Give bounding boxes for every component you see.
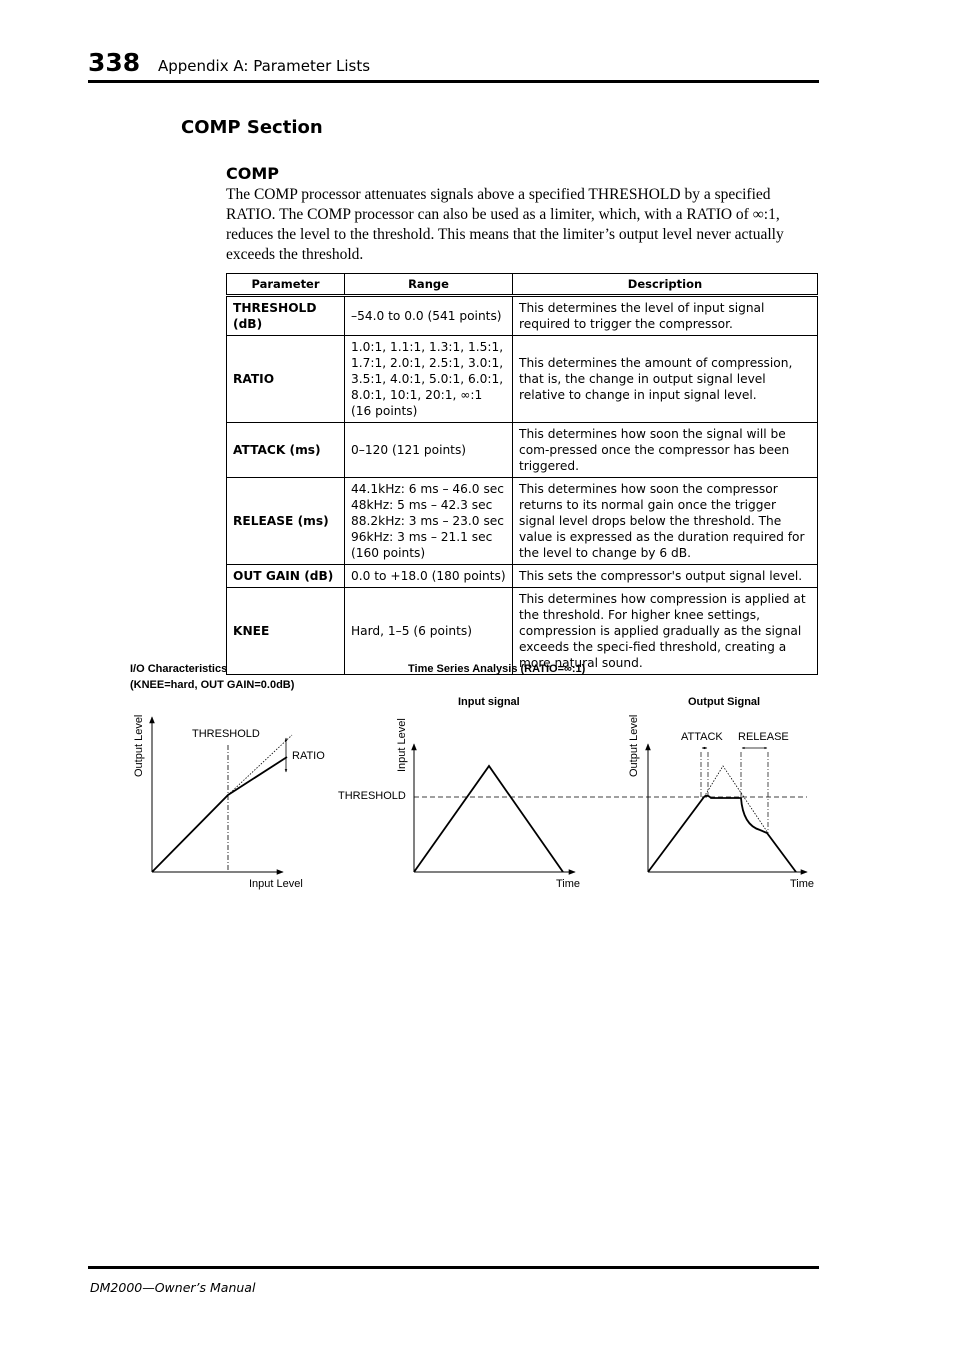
section-title: COMP Section bbox=[181, 117, 323, 138]
column-header: Description bbox=[513, 274, 818, 296]
subsection-title: COMP bbox=[226, 164, 279, 183]
range-cell: –54.0 to 0.0 (541 points) bbox=[345, 296, 513, 336]
parameter-cell: KNEE bbox=[227, 588, 345, 675]
input-waveform bbox=[414, 766, 563, 872]
input-reference bbox=[704, 766, 768, 833]
threshold-label: THRESHOLD bbox=[338, 790, 406, 802]
range-cell: 44.1kHz: 6 ms – 46.0 sec 48kHz: 5 ms – 42.3 sec 88.2kHz: 3 ms – 23.0 sec 96kHz: 3 ms – 21.1 sec (160 points) bbox=[345, 478, 513, 565]
parameter-cell: OUT GAIN (dB) bbox=[227, 565, 345, 588]
release-label: RELEASE bbox=[738, 731, 789, 743]
parameter-cell: RATIO bbox=[227, 336, 345, 423]
y-axis-label: Input Level bbox=[396, 718, 408, 772]
threshold-label: THRESHOLD bbox=[192, 728, 260, 740]
footer-rule bbox=[88, 1266, 819, 1269]
output-signal-chart bbox=[628, 696, 814, 890]
description-cell: This determines how compression is applied at the threshold. For higher knee settings, compression is applied gradually as the signal exceeds the speci-fied threshold, creating a more natural sound. bbox=[513, 588, 818, 675]
x-axis-label: Input Level bbox=[249, 878, 303, 890]
y-axis-label: Output Level bbox=[628, 714, 640, 777]
x-axis-label: Time bbox=[790, 878, 815, 890]
input-signal-chart bbox=[338, 696, 807, 890]
io-subtitle: (KNEE=hard, OUT GAIN=0.0dB) bbox=[130, 679, 295, 691]
parameter-cell: RELEASE (ms) bbox=[227, 478, 345, 565]
time-series-title: Time Series Analysis (RATIO=∞:1) bbox=[408, 663, 586, 675]
column-header: Range bbox=[345, 274, 513, 296]
parameter-cell: ATTACK (ms) bbox=[227, 423, 345, 478]
description-cell: This determines how soon the signal will be com-pressed once the compressor has been triggered. bbox=[513, 423, 818, 478]
io-characteristics-chart bbox=[133, 715, 325, 890]
description-cell: This determines how soon the compressor returns to its normal gain once the trigger signal level drops below the threshold. The value is expressed as the duration required for the level to change by 6 dB. bbox=[513, 478, 818, 565]
attack-label: ATTACK bbox=[681, 731, 723, 743]
page-number: 338 bbox=[88, 48, 141, 77]
range-cell: 0–120 (121 points) bbox=[345, 423, 513, 478]
description-cell: This determines the level of input signal required to trigger the compressor. bbox=[513, 296, 818, 336]
intro-paragraph: The COMP processor attenuates signals above a specified THRESHOLD by a specified RATIO. The COMP processor can also be used as a limiter, which, with a RATIO of ∞:1, reduces the level to the threshold. This means that the limiter’s output level never actually exceeds the threshold. bbox=[226, 186, 784, 263]
range-cell: 1.0:1, 1.1:1, 1.3:1, 1.5:1, 1.7:1, 2.0:1, 2.5:1, 3.0:1, 3.5:1, 4.0:1, 5.0:1, 6.0:1, 8.0:1, 10:1, 20:1, ∞:1 (16 points) bbox=[345, 336, 513, 423]
ratio-label: RATIO bbox=[292, 750, 325, 762]
io-title: I/O Characteristics bbox=[130, 663, 228, 675]
parameter-cell: THRESHOLD (dB) bbox=[227, 296, 345, 336]
io-curve bbox=[152, 757, 287, 872]
footer-text: DM2000—Owner’s Manual bbox=[90, 1280, 256, 1295]
description-cell: This sets the compressor's output signal level. bbox=[513, 565, 818, 588]
range-cell: 0.0 to +18.0 (180 points) bbox=[345, 565, 513, 588]
description-cell: This determines the amount of compression, that is, the change in output signal level relative to change in input signal level. bbox=[513, 336, 818, 423]
x-axis-label: Time bbox=[556, 878, 581, 890]
output-waveform bbox=[648, 796, 796, 872]
range-cell: Hard, 1–5 (6 points) bbox=[345, 588, 513, 675]
input-signal-title: Input signal bbox=[458, 696, 520, 708]
column-header: Parameter bbox=[227, 274, 345, 296]
unity-line bbox=[228, 735, 292, 795]
output-signal-title: Output Signal bbox=[688, 696, 761, 708]
running-title: Appendix A: Parameter Lists bbox=[158, 57, 371, 75]
y-axis-label: Output Level bbox=[133, 714, 145, 777]
